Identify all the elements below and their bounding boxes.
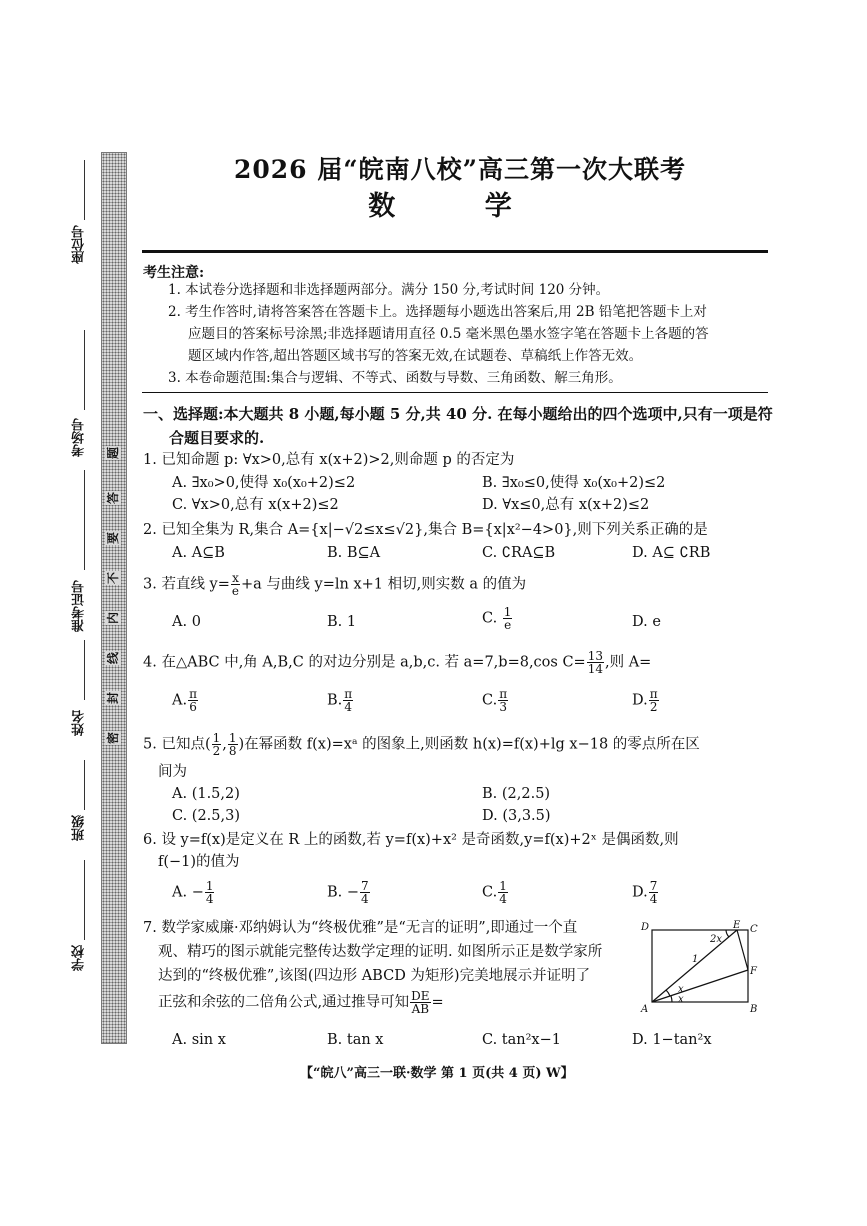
q7-fraction	[410, 990, 430, 1015]
q3-fraction	[231, 572, 240, 597]
q3-stem-pre: 3. 若直线 y=	[143, 576, 230, 593]
angle-arc	[666, 990, 670, 996]
length-label: 1	[692, 954, 699, 965]
fraction-numerator: π	[649, 687, 658, 701]
fraction-numerator: 1	[503, 605, 512, 619]
angle-label: 2x	[710, 934, 723, 945]
q4-option-c	[482, 688, 509, 713]
option-label: B. −	[327, 884, 360, 901]
fraction-denominator: 4	[649, 892, 658, 906]
q5-stem-line2: 间为	[158, 764, 187, 780]
option-fraction	[188, 688, 198, 713]
segment-ef	[737, 930, 748, 970]
fraction-denominator: 3	[499, 700, 507, 714]
fraction-numerator: 1	[499, 879, 507, 893]
fraction-denominator: AB	[411, 1002, 430, 1016]
fraction-denominator: 4	[499, 892, 507, 906]
room-line	[84, 330, 85, 410]
q2-option-d: D. A⊆ ∁RB	[632, 545, 711, 561]
q1-option-b: B. ∃x₀≤0,使得 x₀(x₀+2)≤2	[482, 475, 666, 491]
q7-option-c: C. tan²x−1	[482, 1032, 561, 1048]
point-label: D	[641, 922, 650, 933]
q2-option-c: C. ∁RA⊆B	[482, 545, 556, 561]
q7-option-b: B. tan x	[327, 1032, 384, 1048]
room-label: 考场号	[72, 418, 87, 457]
q5-stem-post: )在幂函数 f(x)=xᵃ 的图象上,则函数 h(x)=f(x)+lg x−18 的零点所在区	[238, 736, 700, 753]
school-line	[84, 860, 85, 940]
ticket-label: 准考证号	[72, 580, 87, 632]
option-fraction	[360, 880, 370, 905]
q2-option-a: A. A⊆B	[172, 545, 225, 561]
seal-word: 密	[106, 732, 120, 745]
fraction-denominator: 4	[344, 700, 353, 714]
fraction-numerator: x	[232, 571, 239, 585]
fraction-numerator: π	[499, 687, 508, 701]
point-label: E	[733, 920, 741, 931]
q7-line4-pre: 正弦和余弦的二倍角公式,通过推导可知	[158, 994, 410, 1011]
q1-option-c: C. ∀x>0,总有 x(x+2)≤2	[172, 497, 339, 513]
fraction-numerator: π	[344, 687, 353, 701]
point-label: B	[750, 1004, 758, 1015]
q2-stem: 2. 已知全集为 R,集合 A={x|−√2≤x≤√2},集合 B={x|x²−4>0},则下列关系正确的是	[143, 522, 708, 538]
name-line	[84, 640, 85, 700]
fraction-denominator: 2	[212, 744, 221, 758]
fraction-denominator: e	[231, 584, 240, 598]
seal-word: 内	[106, 612, 120, 625]
notice-rule	[142, 392, 768, 393]
q4-stem-post: ,则 A=	[604, 654, 652, 671]
seal-line-strip	[101, 152, 127, 1044]
fraction-denominator: e	[504, 618, 512, 632]
q3-option-b: B. 1	[327, 614, 357, 630]
q7-line: 观、精巧的图示就能完整传达数学定理的证明. 如图所示正是数学家所	[158, 944, 603, 960]
name-label: 姓名	[72, 710, 87, 736]
fraction-denominator: 6	[189, 700, 197, 714]
option-label: A. −	[172, 884, 204, 901]
q4-option-d	[632, 688, 660, 713]
fraction-denominator: 14	[587, 662, 603, 676]
fraction-numerator: 7	[361, 879, 369, 893]
q1-stem: 1. 已知命题 p: ∀x>0,总有 x(x+2)>2,则命题 p 的否定为	[143, 452, 515, 468]
q2-option-b: B. B⊆A	[327, 545, 381, 561]
fraction-denominator: 4	[205, 892, 214, 906]
class-line	[84, 760, 85, 810]
q3-option-c	[482, 606, 513, 631]
point-label: A	[641, 1004, 649, 1015]
q5-option-c: C. (2.5,3)	[172, 808, 241, 824]
q5-option-a: A. (1.5,2)	[172, 786, 240, 802]
q5-option-d: D. (3,3.5)	[482, 808, 551, 824]
fraction-denominator: 4	[361, 892, 369, 906]
school-label: 学校	[72, 945, 87, 971]
seal-word: 题	[106, 447, 120, 460]
option-fraction	[343, 688, 353, 713]
option-label: D.	[632, 692, 648, 709]
q6-option-b	[327, 880, 371, 905]
page-footer: 【“皖八”高三一联·数学 第 1 页(共 4 页) W】	[300, 1066, 574, 1081]
notice-item: 2. 考生作答时,请将答案答在答题卡上。选择题每小题选出答案后,用 2B 铅笔把答题卡上对	[168, 304, 707, 320]
q6-option-c	[482, 880, 509, 905]
seal-word: 答	[106, 492, 120, 505]
option-fraction	[649, 688, 659, 713]
q7-line: 达到的“终极优雅”,该图(四边形 ABCD 为矩形)完美地展示并证明了	[158, 968, 591, 984]
q4-option-a	[172, 688, 199, 713]
seat-label: 座位号	[72, 225, 87, 264]
class-label: 班级	[72, 815, 87, 841]
q7-line: 7. 数学家威廉·邓纳姆认为“终极优雅”是“无言的证明”,即通过一个直	[143, 920, 578, 936]
q5-option-b: B. (2,2.5)	[482, 786, 551, 802]
fraction-denominator: 8	[228, 744, 237, 758]
option-label: D.	[632, 884, 648, 901]
q1-option-a: A. ∃x₀>0,使得 x₀(x₀+2)≤2	[172, 475, 356, 491]
option-label: C.	[482, 610, 498, 627]
option-label: B.	[327, 692, 343, 709]
notice-item: 应题目的答案标号涂黑;非选择题请用直径 0.5 毫米黑色墨水签字笔在答题卡上各题的答	[188, 326, 709, 342]
q5-stem-pre: 5. 已知点(	[143, 736, 211, 753]
q7-option-a: A. sin x	[172, 1032, 226, 1048]
point-label: C	[750, 924, 758, 935]
q7-figure	[640, 918, 765, 1023]
seal-word: 线	[106, 652, 120, 665]
section-line: 合题目要求的.	[169, 429, 265, 447]
option-fraction	[498, 688, 508, 713]
seal-word: 封	[106, 692, 120, 705]
option-fraction	[503, 606, 513, 631]
section-heading	[143, 402, 773, 450]
ticket-line	[84, 470, 85, 570]
q3-option-d: D. e	[632, 614, 661, 630]
header-rule	[142, 250, 768, 253]
q5-fraction	[228, 732, 238, 757]
seat-line	[84, 160, 85, 220]
q3-stem	[143, 572, 773, 597]
fraction-numerator: 7	[649, 879, 658, 893]
notice-item: 题区域内作答,超出答题区域书写的答案无效,在试题卷、草稿纸上作答无效。	[188, 348, 643, 364]
q4-option-b	[327, 688, 354, 713]
seal-word: 不	[106, 572, 120, 585]
subject-title: 数 学	[368, 191, 552, 222]
q6-option-a	[172, 880, 215, 905]
q7-option-d: D. 1−tan²x	[632, 1032, 712, 1048]
notice-item: 1. 本试卷分选择题和非选择题两部分。满分 150 分,考试时间 120 分钟。	[168, 282, 610, 298]
option-label: C.	[482, 884, 498, 901]
fraction-denominator: 2	[649, 700, 658, 714]
seal-word: 要	[106, 532, 120, 545]
exam-title: 2026 届“皖南八校”高三第一次大联考	[233, 155, 687, 184]
angle-label: x	[678, 994, 684, 1005]
segment-ae	[652, 930, 737, 1002]
notice-item: 3. 本卷命题范围:集合与逻辑、不等式、函数与导数、三角函数、解三角形。	[168, 370, 622, 386]
q3-option-a: A. 0	[172, 614, 201, 630]
option-label: A.	[172, 692, 188, 709]
q6-stem: 6. 设 y=f(x)是定义在 R 上的函数,若 y=f(x)+x² 是奇函数,y=f(x)+2ˣ 是偶函数,则	[143, 832, 679, 848]
q4-fraction	[587, 650, 604, 675]
q5-stem: 5. 已知点( $\frac{1}{2}$ , $\frac{1}{8}$ )在幂函数 f(x)=xᵃ 的图象上,则函数 h(x)=f(x)+lg x−18 的零点所在区	[143, 731, 700, 758]
q1-option-d: D. ∀x≤0,总有 x(x+2)≤2	[482, 497, 650, 513]
notice-heading: 考生注意:	[143, 265, 205, 281]
fraction-numerator: DE	[411, 989, 430, 1003]
angle-arc	[726, 930, 729, 937]
segment-af	[652, 970, 748, 1002]
option-fraction	[498, 880, 508, 905]
q5-fraction	[212, 732, 222, 757]
q7-line4	[158, 990, 633, 1015]
fraction-numerator: 13	[587, 649, 603, 663]
fraction-numerator: 1	[212, 731, 221, 745]
angle-label: x	[678, 984, 684, 995]
option-fraction	[205, 880, 215, 905]
angle-arc	[671, 996, 672, 1002]
q6-stem-line2: f(−1)的值为	[158, 854, 240, 870]
q7-line4-post: =	[431, 994, 444, 1011]
fraction-numerator: 1	[205, 879, 214, 893]
fraction-numerator: 1	[228, 731, 237, 745]
option-fraction	[649, 880, 659, 905]
q6-option-d	[632, 880, 659, 905]
fraction-numerator: π	[189, 687, 197, 701]
q4-stem-pre: 4. 在△ABC 中,角 A,B,C 的对边分别是 a,b,c. 若 a=7,b=8,cos C=	[143, 654, 586, 671]
q4-stem	[143, 650, 773, 675]
q3-stem-post: +a 与曲线 y=ln x+1 相切,则实数 a 的值为	[241, 576, 527, 593]
option-label: C.	[482, 692, 498, 709]
point-label: F	[750, 966, 757, 977]
section-line: 一、选择题:本大题共 8 小题,每小题 5 分,共 40 分. 在每小题给出的四个选项中,只有一项是符	[143, 405, 773, 423]
